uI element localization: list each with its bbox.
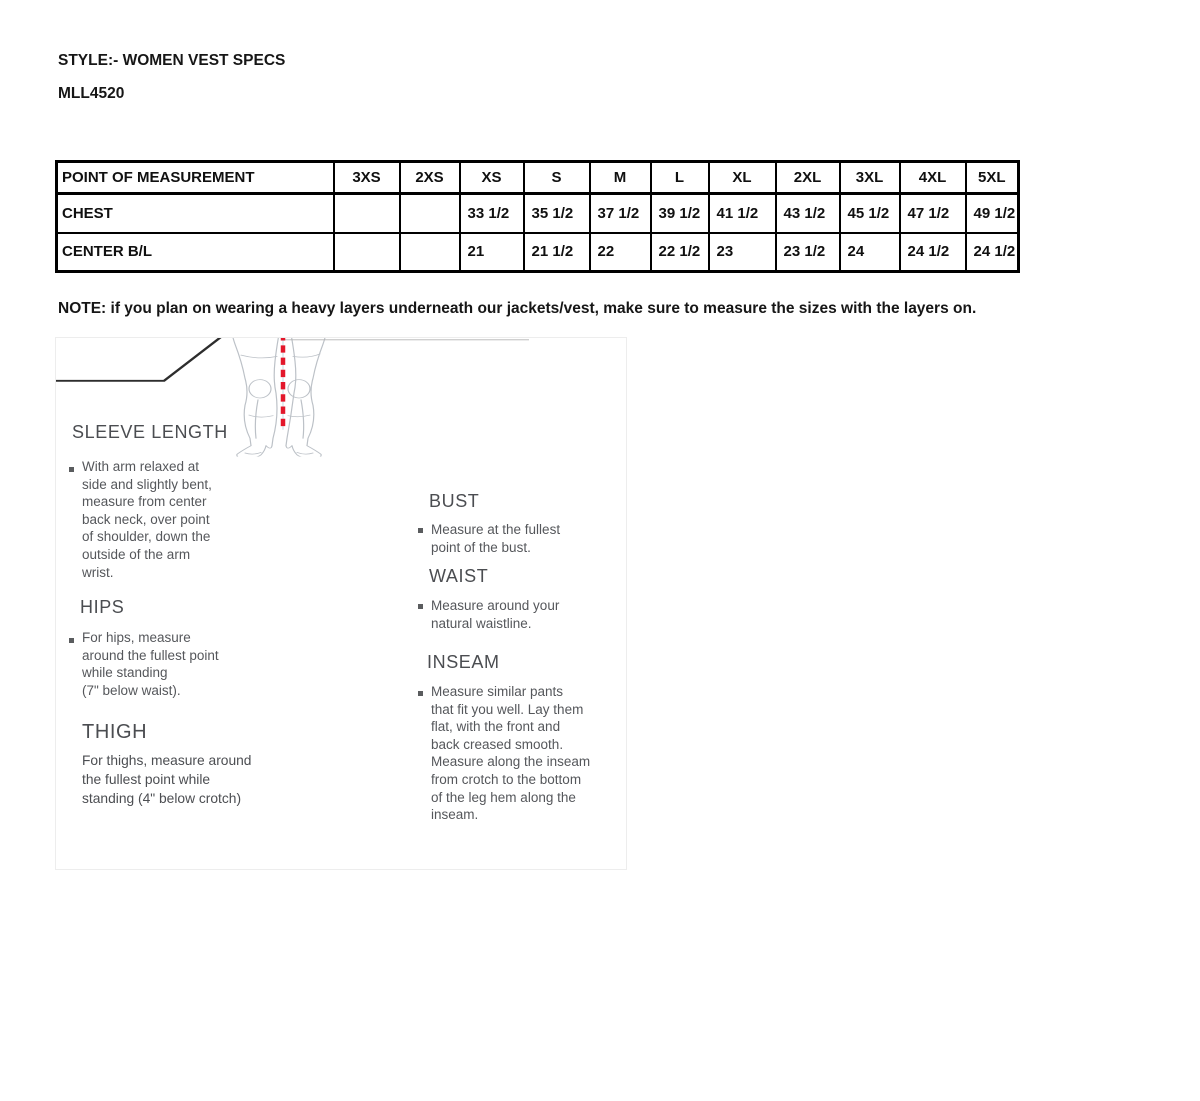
- text-line: flat, with the front and: [431, 719, 561, 735]
- row-label: CHEST: [57, 194, 334, 233]
- column-header: POINT OF MEASUREMENT: [57, 162, 334, 194]
- thigh-heading: THIGH: [82, 721, 148, 743]
- text-line: around the fullest point: [82, 647, 219, 663]
- table-cell: [334, 233, 400, 272]
- column-header: 5XL: [966, 162, 1019, 194]
- measurement-guide-diagram: [55, 337, 627, 870]
- table-cell: 21: [460, 233, 524, 272]
- text-line: of shoulder, down the: [82, 529, 211, 545]
- sleeve-length-heading: SLEEVE LENGTH: [72, 422, 228, 442]
- text-line: inseam.: [431, 807, 479, 823]
- table-cell: 37 1/2: [590, 194, 651, 233]
- table-cell: 35 1/2: [524, 194, 590, 233]
- text-line: point of the bust.: [431, 539, 531, 555]
- table-cell: 24: [840, 233, 900, 272]
- text-line: that fit you well. Lay them: [431, 701, 584, 717]
- table-cell: 39 1/2: [651, 194, 709, 233]
- table-row: [57, 194, 1019, 233]
- size-spec-table: [55, 160, 1020, 273]
- row-label: CENTER B/L: [57, 233, 334, 272]
- inseam-heading: INSEAM: [427, 652, 500, 672]
- text-line: back neck, over point: [82, 511, 210, 527]
- table-header-row: [57, 162, 1019, 194]
- text-line: For hips, measure: [82, 630, 191, 645]
- table-cell: 22 1/2: [651, 233, 709, 272]
- leader-lines: [56, 338, 543, 381]
- style-code: MLL4520: [58, 85, 125, 102]
- column-header: L: [651, 162, 709, 194]
- text-line: measure from center: [82, 494, 207, 510]
- bullet-icon: [418, 528, 423, 533]
- column-header: 2XL: [776, 162, 840, 194]
- bullet-icon: [418, 604, 423, 609]
- table-cell: [400, 233, 460, 272]
- table-cell: [334, 194, 400, 233]
- table-cell: 33 1/2: [460, 194, 524, 233]
- text-line: With arm relaxed at: [82, 459, 200, 474]
- table-cell: 45 1/2: [840, 194, 900, 233]
- waist-heading: WAIST: [429, 566, 489, 586]
- column-header: 3XS: [334, 162, 400, 194]
- thigh-text: [82, 752, 251, 808]
- column-header: XL: [709, 162, 776, 194]
- text-line: outside of the arm: [82, 546, 191, 562]
- bust-text: [431, 521, 560, 556]
- table-cell: 47 1/2: [900, 194, 966, 233]
- text-line: Measure around your: [431, 598, 560, 613]
- text-line: standing (4" below crotch): [82, 790, 242, 806]
- text-line: Measure along the inseam: [431, 754, 591, 770]
- document-title: STYLE:- WOMEN VEST SPECS: [58, 52, 286, 69]
- table-cell: 24 1/2: [900, 233, 966, 272]
- table-row: [57, 233, 1019, 272]
- column-header: 4XL: [900, 162, 966, 194]
- table-cell: 23: [709, 233, 776, 272]
- table-cell: 41 1/2: [709, 194, 776, 233]
- column-header: 2XS: [400, 162, 460, 194]
- text-line: (7" below waist).: [82, 682, 181, 698]
- table-cell: 43 1/2: [776, 194, 840, 233]
- inseam-text: [431, 683, 590, 824]
- bullet-icon: [418, 691, 423, 696]
- bullet-icon: [69, 638, 74, 643]
- column-header: 3XL: [840, 162, 900, 194]
- column-header: XS: [460, 162, 524, 194]
- text-line: while standing: [82, 665, 168, 681]
- text-line: For thighs, measure around: [82, 753, 252, 768]
- column-header: M: [590, 162, 651, 194]
- text-line: natural waistline.: [431, 615, 532, 631]
- waist-text: [431, 597, 559, 632]
- bust-heading: BUST: [429, 491, 480, 511]
- text-line: back creased smooth.: [431, 736, 564, 752]
- text-line: Measure similar pants: [431, 684, 564, 699]
- text-line: Measure at the fullest: [431, 522, 561, 537]
- hips-text: [82, 629, 219, 699]
- table-cell: 22: [590, 233, 651, 272]
- text-line: wrist.: [82, 564, 114, 580]
- text-line: of the leg hem along the: [431, 789, 576, 805]
- table-cell: 21 1/2: [524, 233, 590, 272]
- column-header: S: [524, 162, 590, 194]
- table-cell: 23 1/2: [776, 233, 840, 272]
- bullet-icon: [69, 467, 74, 472]
- table-cell: 49 1/2: [966, 194, 1019, 233]
- text-line: the fullest point while: [82, 771, 211, 787]
- text-line: from crotch to the bottom: [431, 771, 582, 787]
- note-text: NOTE: if you plan on wearing a heavy layers underneath our jackets/vest, make sure to measure the sizes with the layers on.: [58, 300, 977, 317]
- table-cell: 24 1/2: [966, 233, 1019, 272]
- sleeve-length-text: [82, 458, 212, 581]
- hips-heading: HIPS: [80, 597, 125, 617]
- table-cell: [400, 194, 460, 233]
- text-line: side and slightly bent,: [82, 476, 212, 492]
